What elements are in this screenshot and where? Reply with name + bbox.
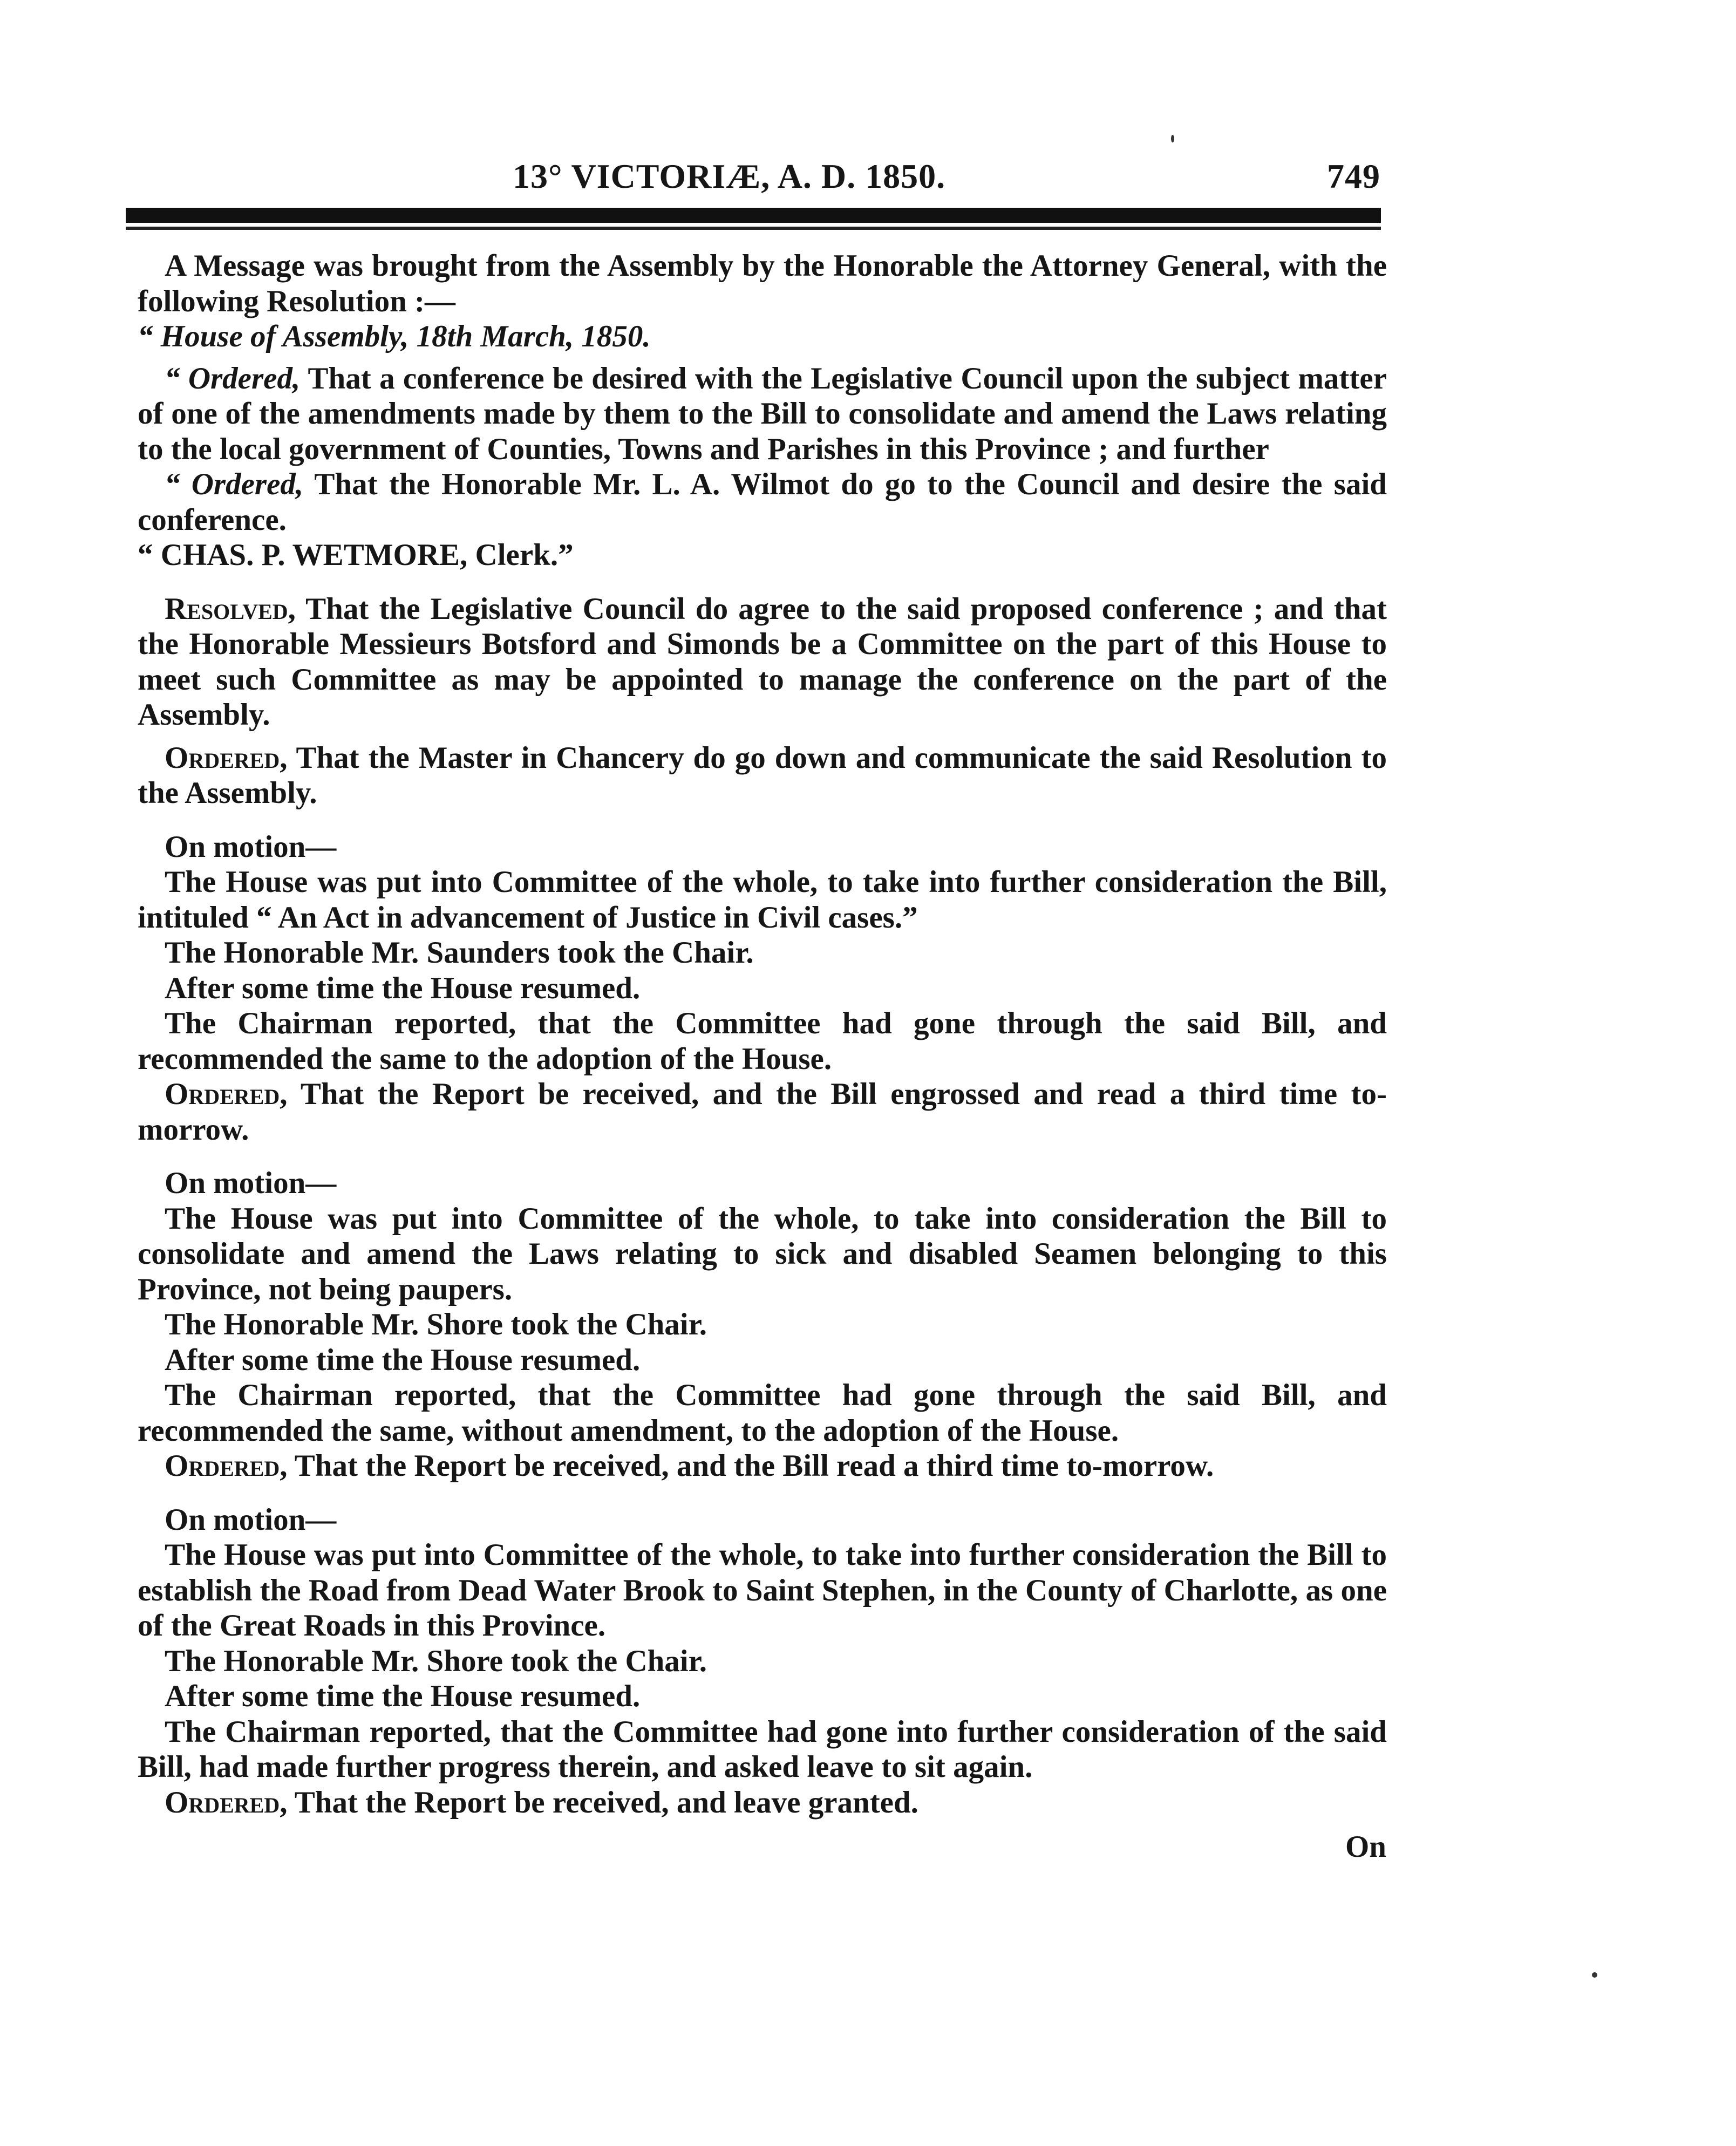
- resolved-text: That the Legislative Council do agree to the said proposed conference ; and that the Honorable Messieurs Botsford and Simonds be a Committee on the part of this House to meet such Committee as may be appointed to manage the conference on the part of the Assembly.: [138, 591, 1387, 732]
- date-line-text: “ House of Assembly, 18th March, 1850.: [138, 319, 651, 353]
- ordered-lead: Ordered,: [165, 740, 288, 775]
- assembly-date-line: [138, 319, 1387, 355]
- scan-speck: [1592, 1972, 1597, 1978]
- ordered-text: That the Report be received, and leave granted.: [294, 1785, 918, 1820]
- header-title: 13° VICTORIÆ, A. D. 1850.: [513, 157, 946, 195]
- running-header: [130, 146, 1381, 205]
- ordered-text: That the Report be received, and the Bill read a third time to-morrow.: [294, 1449, 1214, 1483]
- motion-line: The House was put into Committee of the whole, to take into further consideration the Bill to establish the Road from Dead Water Brook to Saint Stephen, in the County of Charlotte, as one of the Great Roads in this Province.: [138, 1538, 1387, 1643]
- motion-line: The Honorable Mr. Shore took the Chair.: [165, 1307, 707, 1341]
- motion-heading: On motion—: [165, 1166, 337, 1200]
- ordered-paragraph-2: [138, 467, 1387, 537]
- ordered-lead: Ordered,: [165, 1449, 288, 1483]
- ordered-paragraph-3: [138, 740, 1387, 811]
- ordered-paragraph-1: [138, 361, 1387, 467]
- motion-line: The House was put into Committee of the whole, to take into further consideration the Bill, intituled “ An Act in advancement of Justice in Civil cases.”: [138, 865, 1387, 935]
- ordered-lead: “ Ordered,: [165, 361, 301, 396]
- motion-line: The Chairman reported, that the Committee had gone through the said Bill, and recommended the same, without amendment, to the adoption of the House.: [138, 1378, 1387, 1448]
- motion-line: The Honorable Mr. Saunders took the Chair.: [165, 936, 754, 970]
- ordered-lead: Ordered,: [165, 1785, 288, 1820]
- ordered-text: That the Master in Chancery do go down and communicate the said Resolution to the Assembly.: [138, 740, 1387, 810]
- motion-line: The Chairman reported, that the Committee had gone into further consideration of the said Bill, had made further progress therein, and asked leave to sit again.: [138, 1714, 1387, 1784]
- ordered-text: That a conference be desired with the Legislative Council upon the subject matter of one of the amendments made by them to the Bill to consolidate and amend the Laws relating to the local government of Counties, Towns and Parishes in this Province ; and further: [138, 361, 1387, 466]
- spacer: [138, 573, 1387, 591]
- motion-line: After some time the House resumed.: [165, 1679, 641, 1713]
- motion-heading: On motion—: [165, 829, 337, 864]
- motion-line: After some time the House resumed.: [165, 971, 641, 1005]
- spacer: [138, 355, 1387, 361]
- scan-speck: [1171, 135, 1174, 142]
- ordered-lead: Ordered,: [165, 1077, 288, 1111]
- motion-line: The House was put into Committee of the whole, to take into consideration the Bill to consolidate and amend the Laws relating to sick and disabled Seamen belonging to this Province, not being paupers.: [138, 1201, 1387, 1306]
- motion-line: The Chairman reported, that the Committee had gone through the said Bill, and recommended the same to the adoption of the House.: [138, 1006, 1387, 1076]
- resolved-lead: Resolved,: [165, 591, 296, 626]
- header-rule-thin: [126, 227, 1381, 230]
- motion-ordered: [138, 1785, 1387, 1821]
- ordered-text: That the Report be received, and the Bill engrossed and read a third time to-morrow.: [138, 1077, 1387, 1147]
- motion-line: The Honorable Mr. Shore took the Chair.: [165, 1644, 707, 1678]
- clerk-signature: “ CHAS. P. WETMORE, Clerk.”: [138, 538, 574, 572]
- page-number: 749: [1327, 157, 1380, 195]
- spacer: [138, 733, 1387, 740]
- motion-line: After some time the House resumed.: [165, 1343, 641, 1377]
- header-rule-thick: [126, 208, 1381, 223]
- spacer: [138, 1484, 1387, 1502]
- catchword: On: [1345, 1830, 1386, 1864]
- journal-body: [138, 248, 1387, 1820]
- motion-ordered: [138, 1077, 1387, 1147]
- spacer: [138, 1147, 1387, 1166]
- motion-ordered: [138, 1448, 1387, 1484]
- message-paragraph: A Message was brought from the Assembly by the Honorable the Attorney General, with the following Resolution :—: [138, 249, 1387, 318]
- ordered-lead: “ Ordered,: [165, 467, 304, 501]
- spacer: [138, 811, 1387, 829]
- resolved-paragraph: [138, 591, 1387, 733]
- motion-heading: On motion—: [165, 1502, 337, 1537]
- ordered-text: That the Honorable Mr. L. A. Wilmot do go to the Council and desire the said conference.: [138, 467, 1387, 537]
